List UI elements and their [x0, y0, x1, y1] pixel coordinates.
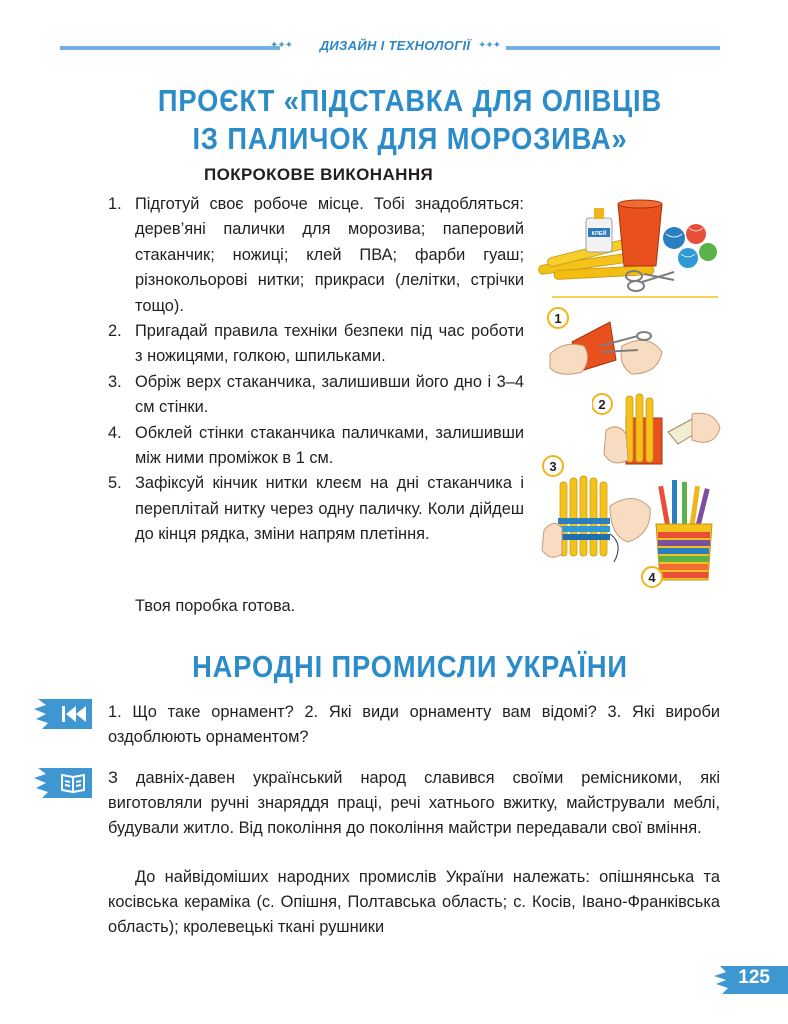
step-text: Зафіксуй кінчик нитки клеєм на дні стаканчика і переплітай нитку через одну паличку. Коли дійдеш до кінця рядка, зміни напрям плетіння. — [135, 474, 524, 544]
header-line-right — [506, 46, 720, 50]
step-text: Підготуй своє робоче місце. Тобі знадобляться: дерев’яні палички для морозива; паперовий стаканчик; ножиці; клей ПВА; фарби гуаш; різнокольорові нитки; прикраси (лелітки, стрічки тощо). — [135, 195, 524, 315]
step-number: 3. — [108, 372, 122, 391]
yarn-balls-icon — [663, 224, 717, 268]
glue-label: КЛЕЙ — [591, 231, 607, 237]
header-ornament-right: ✦✦✦ — [478, 40, 501, 51]
step-number: 2. — [108, 322, 122, 341]
materials-illustration — [534, 196, 724, 300]
recall-questions: 1. Що таке орнамент? 2. Які види орнаменту вам відомі? 3. Які вироби оздоблюють орнаментом? — [108, 703, 720, 746]
recall-badge — [32, 697, 92, 731]
step-text: Обріж верх стаканчика, залишивши його дно і 3–4 см стінки. — [135, 372, 524, 417]
project-title-line2: ІЗ ПАЛИЧОК ДЛЯ МОРОЗИВА» — [192, 121, 628, 156]
step1-illustration — [544, 306, 668, 388]
ready-text: Твоя поробка готова. — [135, 597, 296, 615]
step-item — [108, 421, 524, 472]
pencils — [658, 480, 710, 530]
page-number: 125 — [738, 967, 770, 988]
header-line-left — [60, 46, 280, 50]
step4-illustration — [640, 476, 726, 590]
crafts-paragraph-1: З давніх-давен український народ славився своїми ремісникоми, які виготовляли ручні знаряддя праці, речі хатнього вжитку, майстрували меблі, будували житло. Від покоління до покоління майстри передавали свої вміння. — [108, 769, 720, 837]
step-circle-number: 1 — [554, 311, 562, 326]
steps-subtitle: ПОКРОКОВЕ ВИКОНАННЯ — [204, 165, 434, 184]
step-text: Пригадай правила техніки безпеки під час роботи з ножицями, голкою, шпильками. — [135, 322, 524, 366]
step-item — [108, 471, 524, 547]
section-header: ДИЗАЙН І ТЕХНОЛОГІЇ — [319, 38, 471, 53]
crafts-paragraph-2: До найвідоміших народних промислів України належать: опішнянська та косівська кераміка (с. Опішня, Полтавська область; с. Косів, Івано-Франківська область); кролевецькі ткані рушники — [108, 868, 720, 936]
step-item — [108, 370, 524, 421]
step-number: 1. — [108, 195, 122, 213]
paper-cup-icon — [618, 200, 662, 266]
reading-badge — [32, 766, 92, 800]
step-item — [108, 192, 524, 319]
step-text: Обклей стінки стаканчика паличками, залишивши між ними проміжок в 1 см. — [135, 423, 524, 468]
glue-bottle-icon — [586, 208, 612, 252]
step-number: 4. — [108, 423, 122, 442]
step-circle-number: 3 — [549, 459, 557, 474]
project-title-line1: ПРОЄКТ «ПІДСТАВКА ДЛЯ ОЛІВЦІВ — [157, 83, 663, 118]
step-circle-number: 2 — [598, 397, 606, 412]
header-ornament-left: ✦✦✦ — [270, 40, 293, 51]
crafts-title: НАРОДНІ ПРОМИСЛИ УКРАЇНИ — [192, 649, 628, 684]
step-circle-number: 4 — [648, 570, 656, 585]
page-number-badge — [712, 966, 788, 994]
step-item — [108, 319, 524, 370]
steps-list — [108, 192, 524, 548]
step-number: 5. — [108, 474, 122, 493]
